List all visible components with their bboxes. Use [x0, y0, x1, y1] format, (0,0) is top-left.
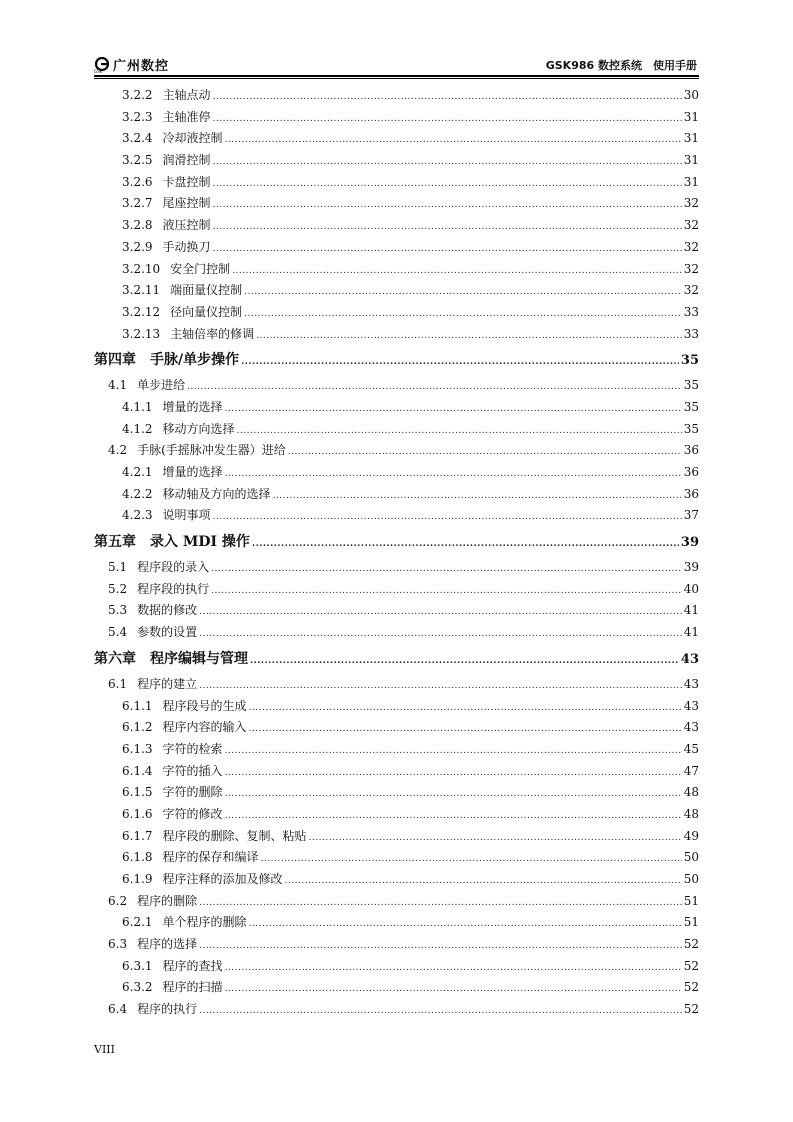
- logo-text: 广州数控: [113, 59, 170, 74]
- toc-entry-title: 尾座控制: [162, 196, 211, 211]
- toc-dot-leader: [199, 934, 682, 958]
- toc-entry-page: 52: [683, 1002, 699, 1017]
- toc-entry-row[interactable]: [94, 375, 699, 397]
- toc-entry-title: 程序段的执行: [137, 581, 210, 596]
- toc-entry-page: 43: [683, 676, 699, 691]
- toc-entry-row[interactable]: [94, 302, 699, 324]
- page-number: VIII: [94, 1043, 115, 1056]
- toc-entry-title: 增量的选择: [162, 399, 223, 414]
- toc-entry-row[interactable]: [94, 579, 699, 601]
- toc-entry-label: [122, 397, 223, 419]
- toc-entry-number: 第四章: [94, 352, 136, 369]
- toc-entry-title: 程序段号的生成: [162, 698, 247, 713]
- toc-entry-title: 程序编辑与管理: [150, 650, 248, 667]
- toc-entry-title: 程序内容的输入: [162, 720, 247, 735]
- toc-entry-label: [122, 259, 230, 281]
- toc-entry-title: 液压控制: [162, 218, 211, 233]
- toc-entry-page: 52: [683, 937, 699, 952]
- toc-entry-label: [122, 280, 242, 302]
- toc-entry-title: 手脉/单步操作: [150, 352, 240, 369]
- toc-chapter-row[interactable]: [94, 644, 699, 674]
- toc-dot-leader: [249, 912, 682, 936]
- toc-entry-row[interactable]: [94, 505, 699, 527]
- toc-entry-label: [122, 419, 235, 441]
- toc-entry-page: 50: [683, 872, 699, 886]
- toc-entry-page: 31: [683, 153, 699, 168]
- toc-dot-leader: [225, 804, 682, 828]
- toc-entry-title: 增量的选择: [162, 465, 223, 479]
- toc-entry-label: [108, 934, 197, 956]
- toc-entry-label: [122, 462, 223, 484]
- toc-entry-number: 3.2.4: [122, 131, 153, 146]
- toc-entry-title: 卡盘控制: [162, 174, 211, 189]
- toc-dot-leader: [225, 739, 682, 763]
- toc-entry-label: [122, 193, 211, 215]
- toc-dot-leader: [225, 977, 682, 1001]
- toc-entry-row[interactable]: [94, 193, 699, 215]
- toc-entry-title: 冷却液控制: [162, 131, 223, 146]
- toc-entry-row[interactable]: [94, 891, 699, 913]
- toc-entry-number: 6.1.2: [122, 720, 153, 735]
- toc-entry-page: 33: [683, 304, 699, 319]
- toc-entry-title: 主轴准停: [162, 109, 211, 124]
- toc-dot-leader: [199, 622, 682, 646]
- toc-entry-row[interactable]: [94, 696, 699, 718]
- toc-entry-row[interactable]: [94, 462, 699, 484]
- toc-entry-number: 3.2.13: [122, 326, 161, 341]
- toc-entry-page: 31: [683, 174, 699, 189]
- toc-entry-page: 39: [683, 560, 699, 575]
- toc-entry-title: 手动换刀: [162, 239, 211, 254]
- toc-entry-page: 32: [683, 261, 699, 276]
- toc-entry-row[interactable]: [94, 215, 699, 237]
- toc-entry-row[interactable]: [94, 397, 699, 419]
- toc-entry-number: 3.2.3: [122, 109, 153, 124]
- toc-entry-number: 6.2.1: [122, 915, 153, 930]
- toc-entry-number: 3.2.9: [122, 239, 153, 254]
- toc-dot-leader: [232, 259, 682, 283]
- toc-entry-number: 6.1.1: [122, 698, 153, 713]
- toc-dot-leader: [225, 782, 682, 806]
- toc-entry-page: 40: [683, 581, 699, 596]
- toc-entry-row[interactable]: [94, 150, 699, 172]
- toc-entry-number: 3.2.11: [122, 283, 161, 298]
- toc-entry-title: 移动轴及方向的选择: [162, 486, 271, 501]
- toc-dot-leader: [256, 324, 682, 348]
- toc-entry-page: 51: [683, 893, 699, 908]
- toc-dot-leader: [244, 280, 682, 304]
- toc-dot-leader: [249, 717, 682, 741]
- toc-dot-leader: [213, 172, 682, 196]
- toc-entry-row[interactable]: [94, 804, 699, 826]
- toc-entry-label: [94, 644, 248, 674]
- toc-entry-row[interactable]: [94, 324, 699, 346]
- toc-entry-number: 4.1.1: [122, 399, 153, 414]
- toc-entry-label: [122, 826, 307, 848]
- toc-dot-leader: [211, 557, 682, 581]
- toc-entry-title: 程序注释的添加及修改: [162, 872, 283, 886]
- toc-dot-leader: [250, 644, 679, 676]
- toc-chapter-row[interactable]: [94, 345, 699, 375]
- toc-dot-leader: [213, 237, 682, 261]
- header-rule-thin: [94, 78, 699, 79]
- toc-dot-leader: [249, 696, 682, 720]
- toc-entry-page: 35: [683, 421, 699, 436]
- toc-entry-label: [122, 237, 211, 259]
- toc-entry-row[interactable]: [94, 484, 699, 506]
- toc-entry-label: [122, 761, 223, 783]
- toc-dot-leader: [187, 375, 682, 399]
- toc-entry-title: 润滑控制: [162, 153, 211, 168]
- toc-entry-title: 程序段的删除、复制、粘贴: [162, 828, 307, 843]
- toc-dot-leader: [273, 484, 682, 508]
- header-rule-thick: [94, 75, 699, 77]
- toc-entry-row[interactable]: [94, 999, 699, 1021]
- toc-entry-title: 程序的执行: [137, 1002, 198, 1017]
- toc-dot-leader: [225, 462, 682, 486]
- toc-dot-leader: [241, 345, 679, 377]
- toc-entry-number: 6.1.3: [122, 741, 153, 756]
- toc-entry-number: 5.3: [108, 603, 128, 618]
- toc-entry-label: [122, 696, 247, 718]
- toc-entry-page: 47: [683, 763, 699, 778]
- toc-entry-number: 6.1.9: [122, 872, 153, 886]
- toc-entry-title: 字符的插入: [162, 763, 223, 778]
- toc-entry-row[interactable]: [94, 128, 699, 150]
- toc-entry-label: [122, 85, 211, 107]
- toc-entry-number: 6.3: [108, 937, 128, 952]
- toc-entry-row[interactable]: [94, 912, 699, 934]
- toc-entry-page: 52: [683, 958, 699, 973]
- toc-entry-title: 说明事项: [162, 508, 211, 523]
- toc-entry-row[interactable]: [94, 847, 699, 869]
- toc-entry-row[interactable]: [94, 674, 699, 696]
- toc-entry-page: 36: [683, 486, 699, 501]
- toc-entry-number: 6.2: [108, 893, 128, 908]
- toc-entry-page: 32: [683, 196, 699, 211]
- toc-entry-title: 字符的删除: [162, 785, 223, 800]
- toc-entry-title: 字符的检索: [162, 741, 223, 756]
- toc-entry-title: 程序的选择: [137, 937, 198, 952]
- toc-entry-row[interactable]: [94, 280, 699, 302]
- toc-entry-title: 录入 MDI 操作: [150, 534, 250, 551]
- toc-entry-number: 3.2.6: [122, 174, 153, 189]
- toc-entry-row[interactable]: [94, 172, 699, 194]
- toc-dot-leader: [199, 999, 682, 1023]
- toc-entry-page: 35: [683, 399, 699, 414]
- toc-dot-leader: [199, 600, 682, 624]
- toc-dot-leader: [288, 440, 682, 464]
- toc-entry-page: 30: [683, 88, 699, 102]
- toc-entry-page: 43: [680, 651, 699, 667]
- company-logo: [94, 55, 169, 74]
- toc-entry-row[interactable]: [94, 717, 699, 739]
- toc-entry-label: [122, 150, 211, 172]
- toc-entry-title: 端面量仪控制: [170, 283, 243, 298]
- toc-entry-number: 3.2.12: [122, 304, 161, 319]
- document-title: GSK986 数控系统 使用手册: [545, 59, 697, 72]
- toc-entry-number: 4.1: [108, 378, 128, 393]
- toc-entry-title: 主轴点动: [162, 88, 211, 102]
- toc-entry-label: [94, 345, 239, 375]
- toc-entry-number: 6.1: [108, 676, 128, 691]
- toc-entry-row[interactable]: [94, 419, 699, 441]
- toc-entry-page: 36: [683, 465, 699, 479]
- toc-dot-leader: [237, 419, 682, 443]
- toc-entry-title: 移动方向选择: [162, 421, 235, 436]
- toc-dot-leader: [252, 527, 679, 559]
- toc-entry-number: 6.1.5: [122, 785, 153, 800]
- toc-entry-row[interactable]: [94, 761, 699, 783]
- toc-entry-label: [122, 717, 247, 739]
- toc-entry-label: [122, 172, 211, 194]
- toc-entry-page: 49: [683, 828, 699, 843]
- toc-entry-number: 4.2.2: [122, 486, 153, 501]
- toc-entry-number: 6.3.2: [122, 980, 153, 995]
- toc-entry-title: 程序的查找: [162, 958, 223, 973]
- toc-entry-label: [122, 107, 211, 129]
- toc-entry-row[interactable]: [94, 977, 699, 999]
- toc-entry-page: 45: [683, 741, 699, 756]
- toc-entry-number: 3.2.2: [122, 88, 153, 102]
- toc-dot-leader: [225, 128, 682, 152]
- toc-entry-label: [122, 128, 223, 150]
- toc-entry-title: 单步进给: [137, 378, 186, 393]
- toc-entry-label: [108, 674, 197, 696]
- toc-entry-label: [122, 977, 223, 999]
- toc-dot-leader: [225, 956, 682, 980]
- toc-entry-label: [108, 440, 286, 462]
- toc-entry-row[interactable]: [94, 237, 699, 259]
- toc-entry-row[interactable]: [94, 956, 699, 978]
- toc-entry-label: [122, 847, 259, 869]
- toc-entry-page: 48: [683, 806, 699, 821]
- page-header: [94, 54, 699, 76]
- toc-entry-title: 数据的修改: [137, 603, 198, 618]
- toc-entry-row[interactable]: [94, 107, 699, 129]
- toc-chapter-row[interactable]: [94, 527, 699, 557]
- toc-entry-row[interactable]: [94, 934, 699, 956]
- toc-entry-page: 35: [683, 378, 699, 393]
- toc-entry-label: [108, 891, 197, 913]
- toc-dot-leader: [213, 107, 682, 131]
- toc-entry-page: 33: [683, 326, 699, 341]
- toc-entry-label: [108, 557, 209, 579]
- toc-dot-leader: [199, 674, 682, 698]
- toc-entry-page: 51: [683, 915, 699, 930]
- toc-entry-row[interactable]: [94, 259, 699, 281]
- toc-entry-number: 3.2.5: [122, 153, 153, 168]
- toc-dot-leader: [213, 215, 682, 239]
- toc-entry-label: [108, 999, 197, 1021]
- toc-entry-number: 4.2: [108, 443, 128, 458]
- toc-entry-page: 48: [683, 785, 699, 800]
- toc-entry-number: 6.1.7: [122, 828, 153, 843]
- toc-entry-page: 32: [683, 239, 699, 254]
- table-of-contents: [94, 85, 699, 1021]
- toc-entry-number: 6.4: [108, 1002, 128, 1017]
- toc-entry-title: 字符的修改: [162, 806, 223, 821]
- toc-entry-title: 程序的建立: [137, 676, 198, 691]
- toc-dot-leader: [213, 150, 682, 174]
- toc-entry-title: 径向量仪控制: [170, 304, 243, 319]
- toc-entry-page: 52: [683, 980, 699, 995]
- toc-entry-number: 6.3.1: [122, 958, 153, 973]
- toc-entry-number: 4.2.1: [122, 465, 153, 479]
- toc-entry-row[interactable]: [94, 869, 699, 891]
- toc-entry-title: 程序的扫描: [162, 980, 223, 995]
- toc-entry-label: [122, 956, 223, 978]
- toc-dot-leader: [213, 193, 682, 217]
- toc-entry-title: 参数的设置: [137, 625, 198, 640]
- toc-entry-row[interactable]: [94, 600, 699, 622]
- toc-entry-label: [122, 869, 283, 891]
- toc-entry-row[interactable]: [94, 782, 699, 804]
- toc-entry-number: 第六章: [94, 650, 136, 667]
- toc-entry-label: [122, 505, 211, 527]
- toc-entry-number: 4.2.3: [122, 508, 153, 523]
- toc-entry-number: 3.2.10: [122, 261, 161, 276]
- toc-dot-leader: [211, 579, 682, 603]
- toc-entry-page: 32: [683, 283, 699, 298]
- toc-entry-label: [108, 579, 209, 601]
- toc-entry-page: 43: [683, 720, 699, 735]
- toc-entry-page: 50: [683, 850, 699, 865]
- toc-entry-row[interactable]: [94, 557, 699, 579]
- toc-entry-row[interactable]: [94, 85, 699, 107]
- toc-entry-page: 41: [683, 603, 699, 618]
- toc-dot-leader: [225, 397, 682, 421]
- toc-entry-label: [108, 622, 197, 644]
- toc-entry-page: 39: [680, 535, 699, 551]
- toc-dot-leader: [261, 847, 682, 871]
- toc-entry-label: [122, 782, 223, 804]
- toc-entry-page: 41: [683, 625, 699, 640]
- toc-entry-page: 37: [683, 508, 699, 523]
- toc-entry-title: 程序的保存和编译: [162, 850, 259, 865]
- toc-entry-title: 程序段的录入: [137, 560, 210, 575]
- toc-entry-label: [122, 302, 242, 324]
- toc-dot-leader: [225, 761, 682, 785]
- toc-dot-leader: [199, 891, 682, 915]
- toc-entry-label: [122, 484, 271, 506]
- toc-entry-number: 6.1.8: [122, 850, 153, 865]
- toc-entry-row[interactable]: [94, 826, 699, 848]
- toc-entry-title: 单个程序的删除: [162, 915, 247, 930]
- toc-entry-number: 6.1.4: [122, 763, 153, 778]
- toc-entry-label: [122, 912, 247, 934]
- toc-entry-label: [122, 215, 211, 237]
- toc-entry-row[interactable]: [94, 622, 699, 644]
- toc-dot-leader: [309, 826, 682, 850]
- toc-entry-page: 31: [683, 109, 699, 124]
- toc-entry-label: [122, 324, 254, 346]
- toc-entry-title: 安全门控制: [170, 261, 231, 276]
- toc-entry-label: [108, 375, 185, 397]
- toc-entry-number: 5.4: [108, 625, 128, 640]
- toc-entry-page: 31: [683, 131, 699, 146]
- toc-entry-number: 5.2: [108, 581, 128, 596]
- toc-entry-label: [122, 739, 223, 761]
- toc-entry-page: 36: [683, 443, 699, 458]
- toc-entry-page: 43: [683, 698, 699, 713]
- toc-entry-number: 3.2.7: [122, 196, 153, 211]
- toc-entry-row[interactable]: [94, 440, 699, 462]
- toc-dot-leader: [244, 302, 682, 326]
- toc-entry-page: 35: [680, 353, 699, 369]
- toc-entry-title: 主轴倍率的修调: [170, 326, 255, 341]
- logo-subtext: GSK: [94, 69, 103, 74]
- toc-dot-leader: [213, 85, 682, 109]
- toc-entry-page: 32: [683, 218, 699, 233]
- toc-dot-leader: [213, 505, 682, 529]
- toc-entry-number: 3.2.8: [122, 218, 153, 233]
- toc-entry-title: 程序的删除: [137, 893, 198, 908]
- toc-entry-number: 5.1: [108, 560, 128, 575]
- toc-entry-number: 4.1.2: [122, 421, 153, 436]
- toc-entry-number: 6.1.6: [122, 806, 153, 821]
- toc-entry-title: 手脉(手摇脉冲发生器）进给: [137, 443, 286, 458]
- toc-dot-leader: [285, 869, 682, 893]
- toc-entry-number: 第五章: [94, 534, 136, 551]
- toc-entry-label: [94, 527, 250, 557]
- toc-entry-row[interactable]: [94, 739, 699, 761]
- toc-entry-label: [122, 804, 223, 826]
- toc-entry-label: [108, 600, 197, 622]
